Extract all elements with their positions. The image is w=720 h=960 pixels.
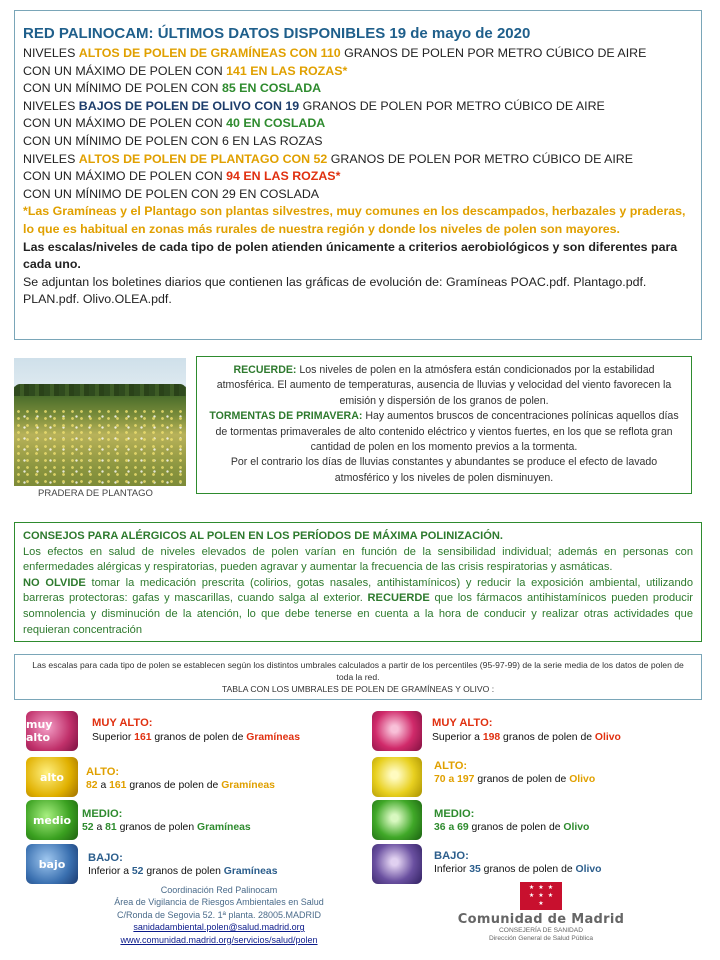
photo-caption: PRADERA DE PLANTAGO (38, 488, 153, 499)
threshold-value: 161 (134, 732, 152, 743)
plantago-min-line: CON UN MÍNIMO DE POLEN CON 29 EN COSLADA (23, 186, 320, 201)
olivo-bajo-title: BAJO: (434, 850, 469, 862)
species-name: Gramíneas (246, 732, 300, 743)
gramineas-min-line (23, 80, 693, 98)
species-name: Gramíneas (223, 866, 278, 877)
plantago-meadow-photo (14, 358, 186, 486)
alto-pollen-icon (26, 757, 78, 797)
threshold-value: 161 (109, 780, 127, 791)
attachments-note: Se adjuntan los boletines diarios que contienen las gráficas de evolución de: Gramíneas POAC.pdf. Plantago.pdf. PLAN.pdf. Olivo.OLEA.pdf. (23, 274, 647, 307)
gram-alto-text (86, 780, 275, 791)
gram-medio-title: MEDIO: (82, 808, 123, 820)
text: granos de polen de (151, 732, 247, 743)
badge-label: medio (32, 813, 72, 827)
text: NIVELES (23, 98, 79, 113)
gram-bajo-title: BAJO: (88, 852, 123, 864)
umbrales-intro: Las escalas para cada tipo de polen se establecen según los distintos umbrales calculados a partir de los percentiles (95-97-99) de la serie media de los datos de polen de toda la red. (32, 660, 684, 683)
olivo-level-line (23, 98, 693, 116)
text: tomar la medicación prescrita (colirios, gotas nasales, antihistamínicos) y reducir la exposición ambiental, utilizando barreras protectoras: gafas y mascarillas, cuando salga al exterior. (23, 576, 693, 605)
text: granos de polen de (500, 732, 595, 743)
olivo-alto-title: ALTO: (434, 760, 468, 772)
threshold-value: 36 a 69 (434, 822, 469, 833)
text: Superior a (432, 732, 483, 743)
footnote: *Las Gramíneas y el Plantago son plantas silvestres, muy comunes en los descampados, herbazales y praderas, lo que es habitual en zonas más rurales de nuestra región y donde los niveles de polen son mayores. (23, 204, 686, 236)
text: que los fármacos antihistamínicos pueden producir somnolencia y disminución de la atención, lo que debe tenerse en cuenta a la hora de conducir y realizar otras actividades que requieran concentración (23, 592, 693, 636)
gramineas-level-line (23, 45, 693, 63)
text: granos de polen (116, 822, 197, 833)
olivo-alto-pollen-icon (372, 757, 422, 797)
recuerde-panel (196, 356, 692, 494)
species-name: Gramíneas (197, 822, 251, 833)
footer-line: Coordinación Red Palinocam (160, 885, 278, 895)
bajo-pollen-icon (26, 844, 78, 884)
plantago-level-value: ALTOS DE POLEN DE PLANTAGO CON 52 (78, 151, 328, 166)
consejos-paragraph-2 (23, 576, 693, 638)
threshold-value: 52 (82, 822, 94, 833)
medio-pollen-icon (26, 800, 78, 840)
contact-footer (84, 884, 354, 946)
text: Inferior (434, 864, 470, 875)
olivo-bajo-pollen-icon (372, 844, 422, 884)
species-name: Olivo (563, 822, 590, 833)
website-link[interactable]: www.comunidad.madrid.org/servicios/salud/polen (120, 934, 318, 945)
text: Hay aumentos bruscos de concentraciones polínicas aquellos días de tormentas primaverales de alto contenido eléctrico y vientos fuertes, en los que se reflota gran cantidad de polen en los momento previos a la tormenta. (215, 410, 679, 454)
threshold-value: 52 (131, 866, 144, 877)
logo-name: Comunidad de Madrid (457, 912, 625, 927)
latest-data-panel (14, 10, 702, 340)
text: CON UN MÁXIMO DE POLEN CON (23, 116, 227, 131)
threshold-value: 82 (86, 780, 98, 791)
text: NIVELES (23, 46, 79, 60)
text: GRANOS DE POLEN POR METRO CÚBICO DE AIRE (340, 46, 647, 60)
consejos-paragraph: Los efectos en salud de niveles elevados de polen varían en función de la sensibilidad individual; además en personas con enfermedades alérgicas y respiratorias, pueden agravar y aumentar la frecuencia de las crisis respiratorias y asmáticas. (23, 545, 693, 574)
olivo-max-line (23, 115, 693, 133)
gram-muy-alto-text (92, 732, 300, 743)
olivo-muy-alto-text (432, 732, 621, 743)
threshold-value: 70 a 197 (434, 774, 475, 785)
text: GRANOS DE POLEN POR METRO CÚBICO DE AIRE (299, 98, 605, 113)
recuerde-label: RECUERDE (367, 592, 430, 605)
text: granos de polen de (468, 822, 564, 833)
olivo-muy-alto-title: MUY ALTO: (432, 717, 493, 729)
text: granos de polen (143, 866, 224, 877)
logo-subtitle: Dirección General de Salud Pública (488, 935, 594, 942)
plantago-level-line (23, 151, 693, 169)
threshold-value: 35 (469, 864, 481, 875)
scales-note: Las escalas/niveles de cada tipo de polen atienden únicamente a criterios aerobiológicos y son diferentes para cada uno. (23, 239, 678, 272)
text: a (97, 780, 110, 791)
tree-line (14, 384, 186, 396)
text: NIVELES (23, 151, 79, 166)
meadow-flowers (14, 408, 186, 486)
olivo-medio-pollen-icon (372, 800, 422, 840)
species-name: Olivo (594, 732, 621, 743)
threshold-value: 81 (105, 822, 117, 833)
consejos-heading: CONSEJOS PARA ALÉRGICOS AL POLEN EN LOS PERÍODOS DE MÁXIMA POLINIZACIÓN. (23, 530, 503, 542)
text: a (93, 822, 106, 833)
text: granos de polen de (480, 864, 576, 875)
logo-subtitle: CONSEJERÍA DE SANIDAD (499, 927, 583, 934)
consejos-panel (14, 522, 702, 642)
page-title: RED PALINOCAM: ÚLTIMOS DATOS DISPONIBLES 19 de mayo de 2020 (23, 25, 531, 42)
species-name: Gramíneas (221, 780, 275, 791)
comunidad-madrid-logo (428, 882, 654, 943)
gramineas-max-line (23, 63, 693, 81)
olivo-medio-title: MEDIO: (434, 808, 475, 820)
gramineas-min-value: 85 EN COSLADA (221, 81, 322, 96)
footer-line: Área de Vigilancia de Riesgos Ambientales en Salud (114, 897, 324, 908)
umbrales-panel (14, 654, 702, 700)
plantago-max-value: 94 EN LAS ROZAS* (226, 169, 341, 184)
olivo-muy-alto-pollen-icon (372, 711, 422, 751)
text: CON UN MÍNIMO DE POLEN CON (23, 81, 222, 96)
text: CON UN MÁXIMO DE POLEN CON (23, 169, 227, 184)
text: granos de polen de (126, 780, 222, 791)
text: CON UN MÁXIMO DE POLEN CON (23, 63, 227, 78)
badge-label: muy alto (26, 718, 53, 744)
plantago-max-line (23, 168, 693, 186)
email-link[interactable]: sanidadambiental.polen@salud.madrid.org (133, 922, 305, 933)
text: Inferior a (88, 866, 132, 877)
olivo-medio-text (434, 822, 589, 833)
gram-medio-text (82, 822, 251, 833)
madrid-flag-icon: ★ ★ ★ ★ ★ ★ ★ (520, 882, 562, 910)
badge-label: alto (39, 770, 64, 784)
olivo-bajo-text (434, 864, 602, 875)
gram-muy-alto-title: MUY ALTO: (92, 717, 153, 729)
gramineas-level-value: ALTOS DE POLEN DE GRAMÍNEAS CON 110 (78, 46, 341, 60)
species-name: Olivo (569, 774, 596, 785)
umbrales-table-title: TABLA CON LOS UMBRALES DE POLEN DE GRAMÍNEAS Y OLIVO : (221, 684, 495, 695)
footer-address: C/Ronda de Segovia 52. 1ª planta. 28005.MADRID (117, 909, 321, 920)
threshold-value: 198 (482, 732, 501, 743)
muy-alto-pollen-icon (26, 711, 78, 751)
gram-bajo-text (88, 866, 278, 877)
olivo-level-value: BAJOS DE POLEN DE OLIVO CON 19 (78, 98, 300, 113)
tormentas-label: TORMENTAS DE PRIMAVERA: (209, 410, 363, 423)
text: Por el contrario los días de lluvias constantes y abundantes se produce el efecto de lavado atmosférico y los niveles de polen disminuyen. (230, 456, 658, 484)
olivo-alto-text (434, 774, 595, 785)
gramineas-max-value: 141 EN LAS ROZAS* (226, 63, 348, 78)
olivo-max-value: 40 EN COSLADA (226, 116, 326, 131)
no-olvide-label: NO OLVIDE (23, 576, 86, 589)
gram-alto-title: ALTO: (86, 766, 120, 778)
badge-label: bajo (38, 857, 66, 871)
recuerde-label: RECUERDE: (233, 364, 297, 376)
text: Los niveles de polen en la atmósfera están condicionados por la estabilidad atmosférica. El aumento de temperaturas, ausencia de lluvias y velocidad del viento favorecen la emisión y dispersión de los granos de polen. (216, 364, 672, 407)
species-name: Olivo (575, 864, 602, 875)
text: granos de polen de (474, 774, 570, 785)
olivo-min-line: CON UN MÍNIMO DE POLEN CON 6 EN LAS ROZAS (23, 133, 323, 148)
text: Superior (92, 732, 135, 743)
text: GRANOS DE POLEN POR METRO CÚBICO DE AIRE (327, 151, 634, 166)
